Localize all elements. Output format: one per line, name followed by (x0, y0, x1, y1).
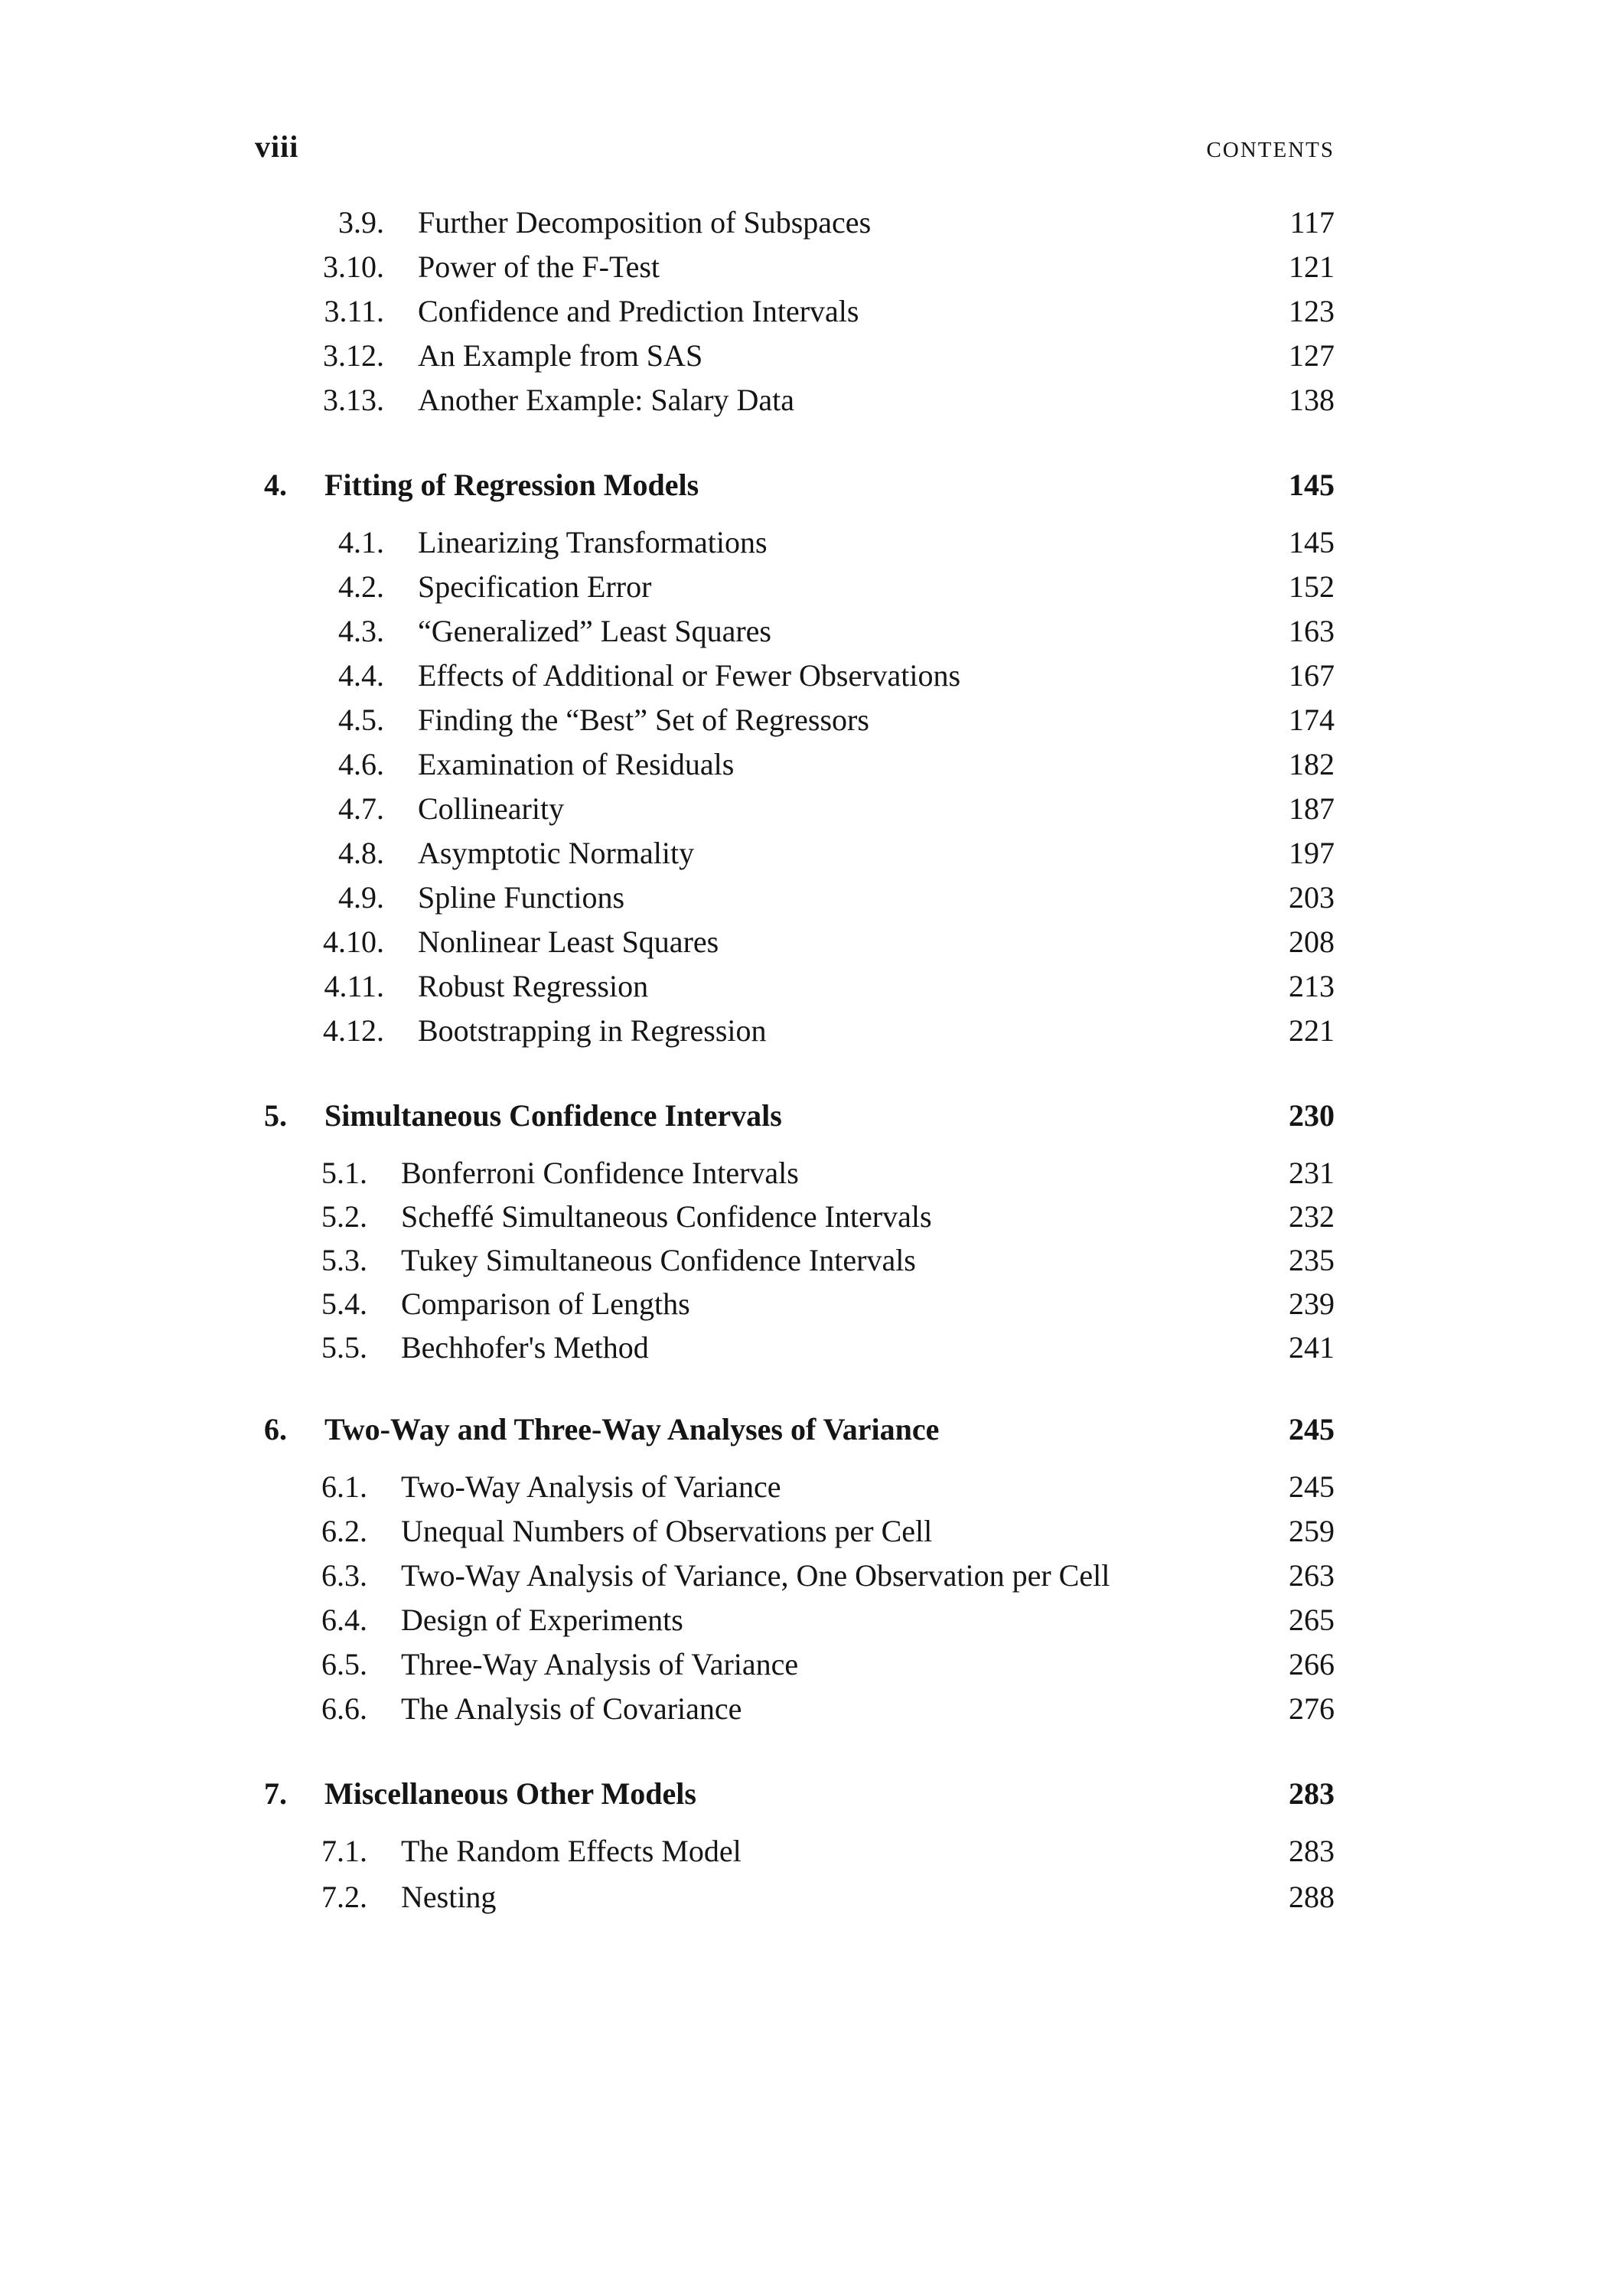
toc-entry-4-6 (0, 742, 1607, 787)
entry-title: Linearizing Transformations (418, 525, 768, 559)
entry-page: 163 (1289, 614, 1335, 648)
entry-number: 4.8. (338, 836, 384, 870)
toc-entry-4-9 (0, 876, 1607, 920)
chapter-page: 145 (1289, 468, 1335, 502)
entry-title: Asymptotic Normality (418, 836, 695, 870)
entry-title: Specification Error (418, 569, 652, 604)
entry-title: Effects of Additional or Fewer Observations (418, 658, 961, 693)
entry-title: Spline Functions (418, 880, 625, 915)
entry-title: Examination of Residuals (418, 747, 735, 781)
entry-page: 283 (1289, 1834, 1335, 1868)
entry-number: 4.4. (338, 658, 384, 693)
toc-entry-4-2 (0, 565, 1607, 609)
entry-page: 231 (1289, 1156, 1335, 1190)
entry-page: 167 (1289, 658, 1335, 693)
entry-number: 3.11. (324, 294, 384, 328)
toc-entry-6-3 (0, 1554, 1607, 1598)
toc-entry-4-11 (0, 964, 1607, 1009)
entry-page: 221 (1289, 1013, 1335, 1048)
entry-number: 6.3. (321, 1558, 367, 1593)
entry-title: Design of Experiments (401, 1603, 683, 1637)
toc-entry-7-1 (0, 1829, 1607, 1874)
entry-title: Nonlinear Least Squares (418, 925, 719, 959)
toc-entry-4-12 (0, 1009, 1607, 1053)
entry-title: The Random Effects Model (401, 1834, 742, 1868)
entry-page: 239 (1289, 1287, 1335, 1321)
toc-entry-3-12 (0, 334, 1607, 378)
entry-page: 123 (1289, 294, 1335, 328)
entry-page: 259 (1289, 1514, 1335, 1548)
entry-number: 4.9. (338, 880, 384, 915)
toc-entry-6-6 (0, 1687, 1607, 1731)
entry-page: 127 (1289, 338, 1335, 373)
entry-page: 263 (1289, 1558, 1335, 1593)
toc-entry-4-3 (0, 609, 1607, 654)
entry-title: “Generalized” Least Squares (418, 614, 771, 648)
toc-entry-4-1 (0, 520, 1607, 565)
chapter-number: 5. (264, 1098, 287, 1133)
entry-number: 4.1. (338, 525, 384, 559)
entry-page: 174 (1289, 703, 1335, 737)
chapter-heading (0, 462, 1607, 508)
entry-title: Scheffé Simultaneous Confidence Intervals (401, 1199, 932, 1234)
toc-entry-5-4 (0, 1282, 1607, 1326)
chapter-heading (0, 1407, 1607, 1453)
entry-title: Another Example: Salary Data (418, 383, 795, 417)
entry-number: 7.2. (321, 1880, 367, 1914)
toc-entry-4-8 (0, 831, 1607, 876)
entry-title: Power of the F-Test (418, 249, 660, 284)
entry-number: 4.3. (338, 614, 384, 648)
toc-entry-5-2 (0, 1195, 1607, 1239)
chapter-title: Simultaneous Confidence Intervals (324, 1098, 782, 1133)
entry-page: 121 (1289, 249, 1335, 284)
entry-title: Robust Regression (418, 969, 649, 1003)
entry-page: 213 (1289, 969, 1335, 1003)
entry-number: 6.4. (321, 1603, 367, 1637)
entry-page: 265 (1289, 1603, 1335, 1637)
running-title: CONTENTS (1206, 138, 1335, 162)
toc-entry-3-10 (0, 245, 1607, 289)
entry-page: 117 (1289, 205, 1335, 240)
chapter-page: 245 (1289, 1412, 1335, 1446)
entry-title: Bootstrapping in Regression (418, 1013, 767, 1048)
entry-page: 203 (1289, 880, 1335, 915)
entry-page: 276 (1289, 1691, 1335, 1726)
entry-page: 241 (1289, 1330, 1335, 1365)
entry-title: Bonferroni Confidence Intervals (401, 1156, 799, 1190)
entry-title: Finding the “Best” Set of Regressors (418, 703, 869, 737)
entry-number: 6.1. (321, 1469, 367, 1504)
toc-entry-4-4 (0, 654, 1607, 698)
entry-title: Collinearity (418, 791, 565, 826)
entry-number: 4.12. (323, 1013, 384, 1048)
toc-entry-4-10 (0, 920, 1607, 964)
toc-entry-3-9 (0, 201, 1607, 245)
entry-number: 5.2. (321, 1199, 367, 1234)
entry-page: 197 (1289, 836, 1335, 870)
entry-page: 288 (1289, 1880, 1335, 1914)
chapter-number: 6. (264, 1412, 287, 1446)
entry-title: Unequal Numbers of Observations per Cell (401, 1514, 933, 1548)
entry-page: 138 (1289, 383, 1335, 417)
entry-number: 4.2. (338, 569, 384, 604)
chapter-heading (0, 1093, 1607, 1139)
entry-page: 245 (1289, 1469, 1335, 1504)
chapter-number: 4. (264, 468, 287, 502)
entry-number: 3.12. (323, 338, 384, 373)
entry-page: 187 (1289, 791, 1335, 826)
entry-number: 5.4. (321, 1287, 367, 1321)
chapter-title: Fitting of Regression Models (324, 468, 699, 502)
entry-title: Bechhofer's Method (401, 1330, 649, 1365)
chapter-title: Two-Way and Three-Way Analyses of Variance (324, 1412, 940, 1446)
toc-entry-5-1 (0, 1151, 1607, 1195)
entry-number: 3.10. (323, 249, 384, 284)
toc-entry-3-13 (0, 378, 1607, 422)
entry-title: Comparison of Lengths (401, 1287, 690, 1321)
toc-entry-4-5 (0, 698, 1607, 742)
entry-title: Three-Way Analysis of Variance (401, 1647, 799, 1681)
entry-title: Further Decomposition of Subspaces (418, 205, 872, 240)
entry-number: 3.9. (338, 205, 384, 240)
entry-number: 7.1. (321, 1834, 367, 1868)
toc-entry-5-3 (0, 1238, 1607, 1283)
entry-number: 4.5. (338, 703, 384, 737)
toc-entry-3-11 (0, 289, 1607, 334)
page-number: viii (255, 129, 299, 164)
toc-entry-4-7 (0, 787, 1607, 831)
entry-title: Tukey Simultaneous Confidence Intervals (401, 1243, 916, 1277)
toc-entry-6-5 (0, 1642, 1607, 1687)
entry-title: Two-Way Analysis of Variance (401, 1469, 781, 1504)
entry-number: 4.10. (323, 925, 384, 959)
toc-entry-6-4 (0, 1598, 1607, 1642)
chapter-heading (0, 1771, 1607, 1817)
entry-page: 152 (1289, 569, 1335, 604)
entry-page: 235 (1289, 1243, 1335, 1277)
entry-number: 6.2. (321, 1514, 367, 1548)
entry-number: 3.13. (323, 383, 384, 417)
entry-title: An Example from SAS (418, 338, 703, 373)
entry-page: 232 (1289, 1199, 1335, 1234)
chapter-page: 283 (1289, 1776, 1335, 1811)
toc-entry-6-1 (0, 1465, 1607, 1509)
entry-number: 6.6. (321, 1691, 367, 1726)
entry-number: 5.5. (321, 1330, 367, 1365)
entry-title: Confidence and Prediction Intervals (418, 294, 859, 328)
entry-number: 5.1. (321, 1156, 367, 1190)
entry-title: Two-Way Analysis of Variance, One Observation per Cell (401, 1558, 1110, 1593)
chapter-page: 230 (1289, 1098, 1335, 1133)
toc-entry-5-5 (0, 1326, 1607, 1370)
entry-page: 145 (1289, 525, 1335, 559)
entry-number: 6.5. (321, 1647, 367, 1681)
entry-page: 208 (1289, 925, 1335, 959)
toc-entry-7-2 (0, 1875, 1607, 1919)
toc-entry-6-2 (0, 1509, 1607, 1554)
entry-number: 4.11. (324, 969, 384, 1003)
chapter-title: Miscellaneous Other Models (324, 1776, 696, 1811)
entry-number: 5.3. (321, 1243, 367, 1277)
entry-title: Nesting (401, 1880, 497, 1914)
entry-number: 4.6. (338, 747, 384, 781)
entry-number: 4.7. (338, 791, 384, 826)
chapter-number: 7. (264, 1776, 287, 1811)
entry-page: 266 (1289, 1647, 1335, 1681)
entry-title: The Analysis of Covariance (401, 1691, 742, 1726)
entry-page: 182 (1289, 747, 1335, 781)
